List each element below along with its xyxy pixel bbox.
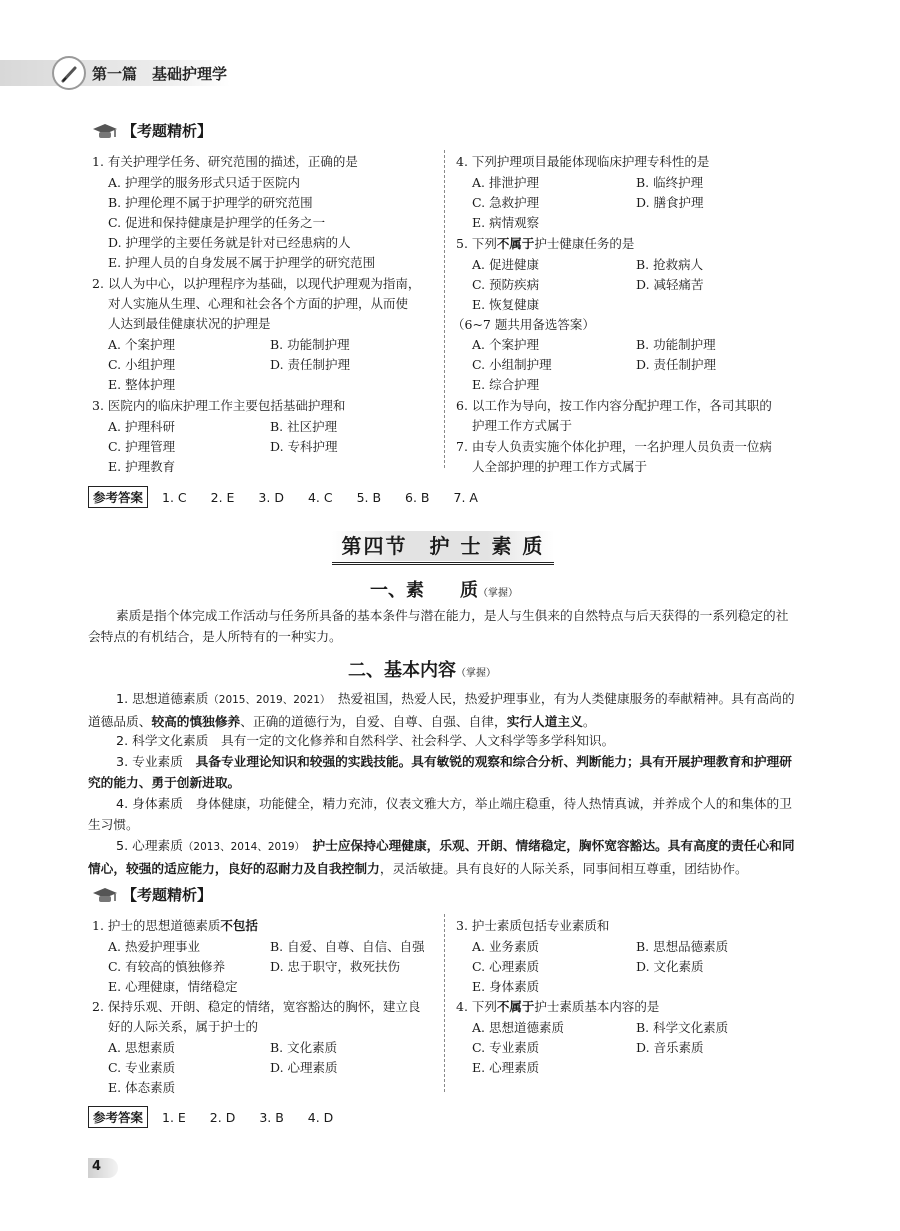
paragraph-professional: 3. 专业素质 具备专业理论知识和较强的实践技能。具有敏锐的观察和综合分析、判断能力；具有开展护理教育和护理研究的能力、勇于创新进取。 [88,754,792,790]
option-67c: C. 小组制护理 [472,357,552,372]
paragraph-physical: 4. 身体素质 身体健康，功能健全，精力充沛，仪表文雅大方，举止端庄稳重，待人热情真诚，并养成个人的和集体的卫生习惯。 [88,796,792,832]
heading-suzhi: 一、素 质（掌握） [370,580,518,601]
question-4: 4. 下列护理项目最能体现临床护理专科性的是 [456,154,710,169]
option-1c: C. 促进和保持健康是护理学的任务之一 [108,215,326,230]
option-2-1e: E. 心理健康，情绪稳定 [108,979,238,994]
question-2-4: 4. 下列不属于护士素质基本内容的是 [456,999,660,1014]
answer-item: 2. D [209,1110,236,1125]
option-5d: D. 减轻痛苦 [636,277,704,292]
question-7-line1: 7. 由专人负责实施个体化护理，一名护理人员负责一位病 [456,439,772,454]
option-1a: A. 护理学的服务形式只适于医院内 [108,175,300,190]
page-number: 4 [92,1159,102,1174]
option-4b: B. 临终护理 [636,175,704,190]
question-6-line2: 护理工作方式属于 [472,418,573,433]
question-2-1: 1. 护士的思想道德素质不包括 [92,918,258,933]
option-2-1c: C. 有较高的慎独修养 [108,959,226,974]
paragraph-psychological: 5. 心理素质（2013、2014、2019） 护士应保持心理健康，乐观、开朗、情绪稳定，胸怀宽容豁达。具有高度的责任心和同情心，较强的适应能力，良好的忍耐力及自我控制力，灵活敏捷。具有良好的人际关系，同事间相互尊重，团结协作。 [88,838,795,876]
column-divider [444,150,445,468]
option-2-1a: A. 热爱护理事业 [108,939,200,954]
exam-section-title-1 [92,120,212,141]
option-2-2d: D. 心理素质 [270,1060,338,1075]
option-2-2b: B. 文化素质 [270,1040,338,1055]
option-1e: E. 护理人员的自身发展不属于护理学的研究范围 [108,255,376,270]
paragraph-science: 2. 科学文化素质 具有一定的文化修养和自然科学、社会科学、人文科学等多学科知识。 [116,733,615,748]
option-2-1d: D. 忠于职守，救死扶伤 [270,959,401,974]
option-2-2a: A. 思想素质 [108,1040,175,1055]
option-2-3b: B. 思想品德素质 [636,939,729,954]
shared-options-heading: （6~7 题共用备选答案） [452,317,595,332]
option-2-3d: D. 文化素质 [636,959,704,974]
answer-item: 1. E [162,1110,186,1125]
option-5a: A. 促进健康 [472,257,539,272]
option-2-1b: B. 自爱、自尊、自信、自强 [270,939,425,954]
option-3c: C. 护理管理 [108,439,176,454]
option-2-4c: C. 专业素质 [472,1040,540,1055]
option-2c: C. 小组护理 [108,357,176,372]
option-2-2c: C. 专业素质 [108,1060,176,1075]
option-2-3e: E. 身体素质 [472,979,540,994]
pen-icon [60,64,80,84]
option-4c: C. 急救护理 [472,195,540,210]
option-3d: D. 专科护理 [270,439,338,454]
question-6-line1: 6. 以工作为导向，按工作内容分配护理工作，各司其职的 [456,398,772,413]
option-4d: D. 膳食护理 [636,195,704,210]
option-67b: B. 功能制护理 [636,337,716,352]
answer-key-label: 参考答案 [88,1106,148,1128]
option-2-2e: E. 体态素质 [108,1080,176,1095]
option-2-4a: A. 思想道德素质 [472,1020,564,1035]
option-2b: B. 功能制护理 [270,337,350,352]
question-2-2-line2: 好的人际关系，属于护士的 [108,1019,259,1034]
exam-section-title-2 [92,884,212,905]
answer-item: 4. C [307,490,333,505]
question-2-line1: 2. 以人为中心，以护理程序为基础，以现代护理观为指南， [92,276,421,291]
option-2-3c: C. 心理素质 [472,959,540,974]
paragraph-moral: 1. 思想道德素质（2015、2019、2021） 热爱祖国，热爱人民，热爱护理事业，有为人类健康服务的奉献精神。具有高尚的道德品质、较高的慎独修养、正确的道德行为，自爱、自尊、自强、自律，实行人道主义。 [88,691,795,729]
exam-title-text: 【考题精析】 [122,886,213,904]
question-5: 5. 下列不属于护士健康任务的是 [456,236,635,251]
answer-item: 2. E [210,490,235,505]
option-3e: E. 护理教育 [108,459,176,474]
option-2-4e: E. 心理素质 [472,1060,540,1075]
graduation-cap-icon [92,887,118,905]
answer-item: 3. D [258,490,284,505]
option-2-4d: D. 音乐素质 [636,1040,704,1055]
option-2-3a: A. 业务素质 [472,939,539,954]
option-5b: B. 抢救病人 [636,257,704,272]
answer-item: 5. B [356,490,382,505]
option-4e: E. 病情观察 [472,215,540,230]
question-2-3: 3. 护士素质包括专业素质和 [456,918,610,933]
graduation-cap-icon [92,123,118,141]
question-2-line3: 人达到最佳健康状况的护理是 [108,316,271,331]
answer-key-2 [88,1106,353,1128]
answer-item: 3. B [259,1110,284,1125]
question-1: 1. 有关护理学任务、研究范围的描述，正确的是 [92,154,358,169]
column-divider [444,914,445,1092]
answer-item: 1. C [162,490,187,505]
option-2d: D. 责任制护理 [270,357,351,372]
section-title: 第四节 护 士 素 质 [341,534,545,558]
exam-title-text: 【考题精析】 [122,122,213,140]
question-3: 3. 医院内的临床护理工作主要包括基础护理和 [92,398,346,413]
option-2e: E. 整体护理 [108,377,176,392]
option-3b: B. 社区护理 [270,419,338,434]
option-67d: D. 责任制护理 [636,357,717,372]
answer-key-label: 参考答案 [88,486,148,508]
question-2-line2: 对人实施从生理、心理和社会各个方面的护理，从而使 [108,296,409,311]
running-header: 第一篇 基础护理学 [92,65,228,83]
option-4a: A. 排泄护理 [472,175,539,190]
heading-basic-content: 二、基本内容（掌握） [348,660,496,681]
answer-item: 6. B [405,490,430,505]
answer-key-1 [88,486,498,508]
question-7-line2: 人全部护理的护理工作方式属于 [472,459,648,474]
option-2-4b: B. 科学文化素质 [636,1020,729,1035]
paragraph-suzhi: 素质是指个体完成工作活动与任务所具备的基本条件与潜在能力，是人与生俱来的自然特点与后天获得的一系列稳定的社会特点的有机结合，是人所特有的一种实力。 [88,608,789,644]
option-67e: E. 综合护理 [472,377,540,392]
option-1b: B. 护理伦理不属于护理学的研究范围 [108,195,313,210]
option-1d: D. 护理学的主要任务就是针对已经患病的人 [108,235,351,250]
option-67a: A. 个案护理 [472,337,539,352]
option-5c: C. 预防疾病 [472,277,540,292]
answer-item: 4. D [307,1110,334,1125]
answer-item: 7. A [453,490,478,505]
option-2a: A. 个案护理 [108,337,175,352]
option-5e: E. 恢复健康 [472,297,540,312]
option-3a: A. 护理科研 [108,419,175,434]
question-2-2-line1: 2. 保持乐观、开朗、稳定的情绪，宽容豁达的胸怀，建立良 [92,999,421,1014]
